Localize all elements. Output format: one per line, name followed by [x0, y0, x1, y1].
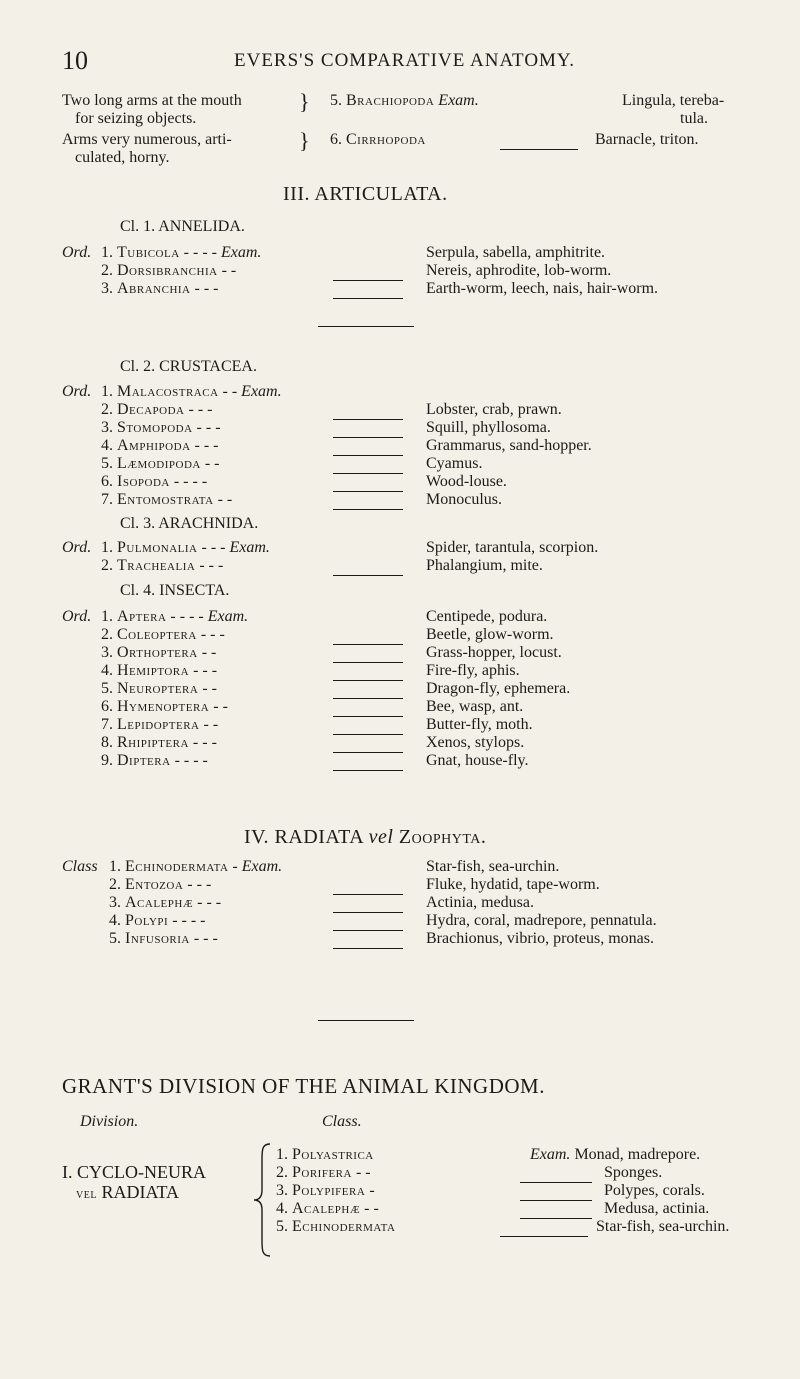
order-examples: Spider, tarantula, scorpion.: [426, 539, 599, 556]
dash-rule: [333, 761, 403, 779]
column-class: Class.: [322, 1113, 362, 1130]
running-title: EVERS'S COMPARATIVE ANATOMY.: [234, 50, 575, 71]
order-examples: Fire-fly, aphis.: [426, 662, 520, 679]
order-examples: Xenos, stylops.: [426, 734, 525, 751]
grant-examples: Star-fish, sea-urchin.: [596, 1218, 730, 1235]
brace-right: }: [299, 89, 310, 114]
order-examples: Grass-hopper, locust.: [426, 644, 562, 661]
grant-class-row: 4. Acalephæ - -: [276, 1200, 379, 1217]
dash-rule: [333, 464, 403, 482]
order-row: 8. Rhipiptera - - -: [101, 734, 217, 751]
examples-brachiopoda-2: tula.: [680, 110, 708, 127]
section-divider: [318, 326, 414, 327]
dash-rule: [520, 1191, 592, 1209]
order-examples: Nereis, aphrodite, lob-worm.: [426, 262, 612, 279]
grant-examples: Medusa, actinia.: [604, 1200, 710, 1217]
order-row: 4. Hemiptora - - -: [101, 662, 218, 679]
section-title-radiata: IV. RADIATA vel Zoophyta.: [244, 826, 487, 848]
dash-rule: [520, 1173, 592, 1191]
dash-rule: [333, 689, 403, 707]
column-division: Division.: [80, 1113, 139, 1130]
left-brace: [250, 1140, 274, 1260]
examples-brachiopoda-1: Lingula, tereba-: [622, 92, 725, 109]
order-row: 3. Orthoptera - -: [101, 644, 217, 661]
order-row: 3. Stomopoda - - -: [101, 419, 221, 436]
order-examples: Dragon-fly, ephemera.: [426, 680, 571, 697]
order-row: 2. Dorsibranchia - -: [101, 262, 237, 279]
order-row: 5. Læmodipoda - -: [101, 455, 220, 472]
class-heading-crustacea: Cl. 2. CRUSTACEA.: [120, 358, 257, 375]
order-row: 6. Hymenoptera - -: [101, 698, 228, 715]
dash-rule: [333, 707, 403, 725]
class-row: 3. Acalephæ - - -: [109, 894, 222, 911]
order-row: 7. Lepidoptera - -: [101, 716, 219, 733]
order-row: 3. Abranchia - - -: [101, 280, 219, 297]
dash-rule: [333, 653, 403, 671]
top-left-line-2: for seizing objects.: [75, 110, 197, 127]
class-row: 4. Polypi - - - -: [109, 912, 206, 929]
brace-right: }: [299, 128, 310, 153]
dash-rule: [333, 635, 403, 653]
grant-class-row: 2. Porifera - -: [276, 1164, 371, 1181]
dash-rule: [333, 410, 403, 428]
order-examples: Centipede, podura.: [426, 608, 548, 625]
dash-rule: [333, 921, 403, 939]
order-examples: Serpula, sabella, amphitrite.: [426, 244, 606, 261]
grant-examples: Polypes, corals.: [604, 1182, 705, 1199]
order-row: 1. Aptera - - - - Exam.: [101, 608, 249, 625]
grant-title: GRANT'S DIVISION OF THE ANIMAL KINGDOM.: [62, 1074, 545, 1098]
class-row: 1. Echinodermata - Exam.: [109, 858, 283, 875]
dash-rule: [333, 939, 403, 957]
order-row: 1. Pulmonalia - - - Exam.: [101, 539, 270, 556]
dash-rule: [333, 428, 403, 446]
order-examples: Squill, phyllosoma.: [426, 419, 551, 436]
class-row: 5. Infusoria - - -: [109, 930, 218, 947]
order-row: 2. Decapoda - - -: [101, 401, 213, 418]
class-examples: Brachionus, vibrio, proteus, monas.: [426, 930, 654, 947]
class-row: 2. Entozoa - - -: [109, 876, 212, 893]
order-examples: Wood-louse.: [426, 473, 507, 490]
dash-rule: [333, 903, 403, 921]
dash-rule: [500, 140, 578, 158]
dash-rule: [500, 1227, 588, 1245]
order-row: 4. Amphipoda - - -: [101, 437, 219, 454]
order-row: 6. Isopoda - - - -: [101, 473, 208, 490]
class-heading-annelida: Cl. 1. ANNELIDA.: [120, 218, 245, 235]
dash-rule: [333, 671, 403, 689]
class-heading-arachnida: Cl. 3. ARACHNIDA.: [120, 515, 259, 532]
section-title-articulata: III. ARTICULATA.: [283, 183, 448, 205]
top-left-line-3: Arms very numerous, arti-: [62, 131, 232, 148]
order-examples: Gnat, house-fly.: [426, 752, 529, 769]
grant-class-row: 3. Polypifera -: [276, 1182, 375, 1199]
order-examples: Bee, wasp, ant.: [426, 698, 524, 715]
class-examples: Hydra, coral, madrepore, pennatula.: [426, 912, 657, 929]
examples-cirrhopoda: Barnacle, triton.: [595, 131, 699, 148]
dash-rule: [520, 1209, 592, 1227]
top-left-line-1: Two long arms at the mouth: [62, 92, 242, 109]
ord-label: Ord.: [62, 539, 92, 556]
order-examples: Butter-fly, moth.: [426, 716, 533, 733]
order-examples: Grammarus, sand-hopper.: [426, 437, 592, 454]
order-examples: Beetle, glow-worm.: [426, 626, 554, 643]
page-number: 10: [62, 46, 88, 75]
division-subtitle: vel RADIATA: [76, 1182, 180, 1202]
top-left-line-4: culated, horny.: [75, 149, 170, 166]
ord-label: Ord.: [62, 383, 92, 400]
dash-rule: [333, 885, 403, 903]
row-brachiopoda: 5. Brachiopoda Exam.: [330, 92, 479, 109]
dash-rule: [333, 743, 403, 761]
order-examples: Lobster, crab, prawn.: [426, 401, 562, 418]
order-row: 1. Malacostraca - - Exam.: [101, 383, 282, 400]
dash-rule: [333, 271, 403, 289]
order-row: 7. Entomostrata - -: [101, 491, 233, 508]
order-examples: Phalangium, mite.: [426, 557, 543, 574]
dash-rule: [333, 566, 403, 584]
grant-examples: Exam. Monad, madrepore.: [530, 1146, 701, 1163]
order-row: 2. Trachealia - - -: [101, 557, 224, 574]
dash-rule: [333, 482, 403, 500]
order-examples: Earth-worm, leech, nais, hair-worm.: [426, 280, 659, 297]
ord-label: Ord.: [62, 608, 92, 625]
class-label: Class: [62, 858, 98, 875]
grant-class-row: 5. Echinodermata: [276, 1218, 396, 1235]
dash-rule: [333, 446, 403, 464]
class-examples: Fluke, hydatid, tape-worm.: [426, 876, 600, 893]
dash-rule: [333, 289, 403, 307]
order-examples: Cyamus.: [426, 455, 483, 472]
class-examples: Actinia, medusa.: [426, 894, 534, 911]
ord-label: Ord.: [62, 244, 92, 261]
order-examples: Monoculus.: [426, 491, 502, 508]
order-row: 2. Coleoptera - - -: [101, 626, 225, 643]
section-divider: [318, 1020, 414, 1021]
order-row: 1. Tubicola - - - - Exam.: [101, 244, 262, 261]
grant-examples: Sponges.: [604, 1164, 663, 1181]
order-row: 9. Diptera - - - -: [101, 752, 208, 769]
class-examples: Star-fish, sea-urchin.: [426, 858, 560, 875]
division-name: I. CYCLO-NEURA: [62, 1162, 206, 1182]
dash-rule: [333, 500, 403, 518]
order-row: 5. Neuroptera - -: [101, 680, 217, 697]
row-cirrhopoda: 6. Cirrhopoda: [330, 131, 426, 148]
grant-class-row: 1. Polyastrica: [276, 1146, 374, 1163]
class-heading-insecta: Cl. 4. INSECTA.: [120, 582, 230, 599]
dash-rule: [333, 725, 403, 743]
